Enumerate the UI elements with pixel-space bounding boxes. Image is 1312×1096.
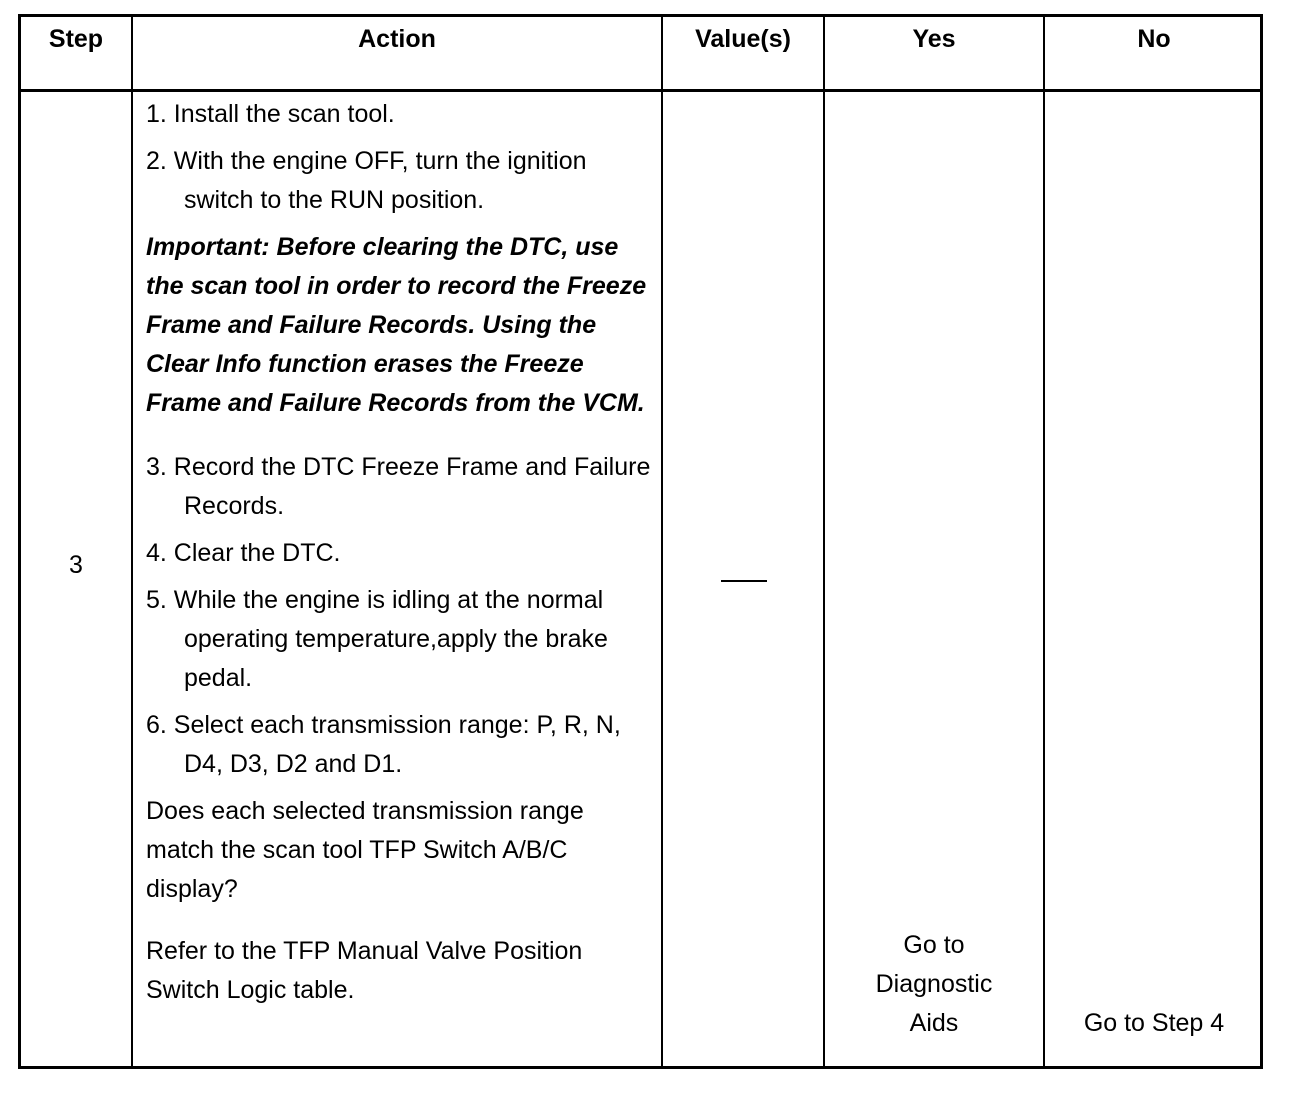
important-note: Important: Before clearing the DTC, use the scan tool in order to record the Freeze Frame and Failure Records. Using the Clear Info function erases the Freeze Frame and Failure Records from the VCM.: [146, 233, 647, 417]
column-divider-values: [823, 17, 825, 1066]
action-item-2: 2. With the engine OFF, turn the ignition switch to the RUN position.: [146, 147, 587, 214]
header-action: Action: [358, 25, 436, 53]
header-divider: [21, 89, 1260, 92]
action-cell: [146, 95, 656, 1010]
header-step: Step: [48, 25, 104, 53]
column-divider-action: [661, 17, 663, 1066]
yes-cell: [824, 926, 1044, 1043]
yes-line-2: Diagnostic: [875, 970, 993, 998]
action-refer: Refer to the TFP Manual Valve Position Switch Logic table.: [146, 937, 583, 1004]
value-dash: [721, 580, 767, 582]
yes-line-1: Go to: [903, 931, 965, 959]
action-item-6: 6. Select each transmission range: P, R, N, D4, D3, D2 and D1.: [146, 711, 621, 778]
action-item-3: 3. Record the DTC Freeze Frame and Failure Records.: [146, 453, 651, 520]
diagnostic-table: [18, 14, 1263, 1069]
step-number: 3: [69, 551, 83, 579]
header-values: Value(s): [695, 25, 791, 53]
yes-line-3: Aids: [909, 1009, 959, 1037]
header-no: No: [1137, 25, 1171, 53]
action-item-5: 5. While the engine is idling at the normal operating temperature,apply the brake pedal.: [146, 586, 608, 692]
column-divider-yes: [1043, 17, 1045, 1066]
action-item-4: 4. Clear the DTC.: [146, 539, 341, 567]
header-yes: Yes: [912, 25, 956, 53]
action-question: Does each selected transmission range match the scan tool TFP Switch A/B/C display?: [146, 797, 584, 903]
no-cell: Go to Step 4: [1083, 1009, 1225, 1037]
action-item-1: 1. Install the scan tool.: [146, 100, 395, 128]
column-divider-step: [131, 17, 133, 1066]
